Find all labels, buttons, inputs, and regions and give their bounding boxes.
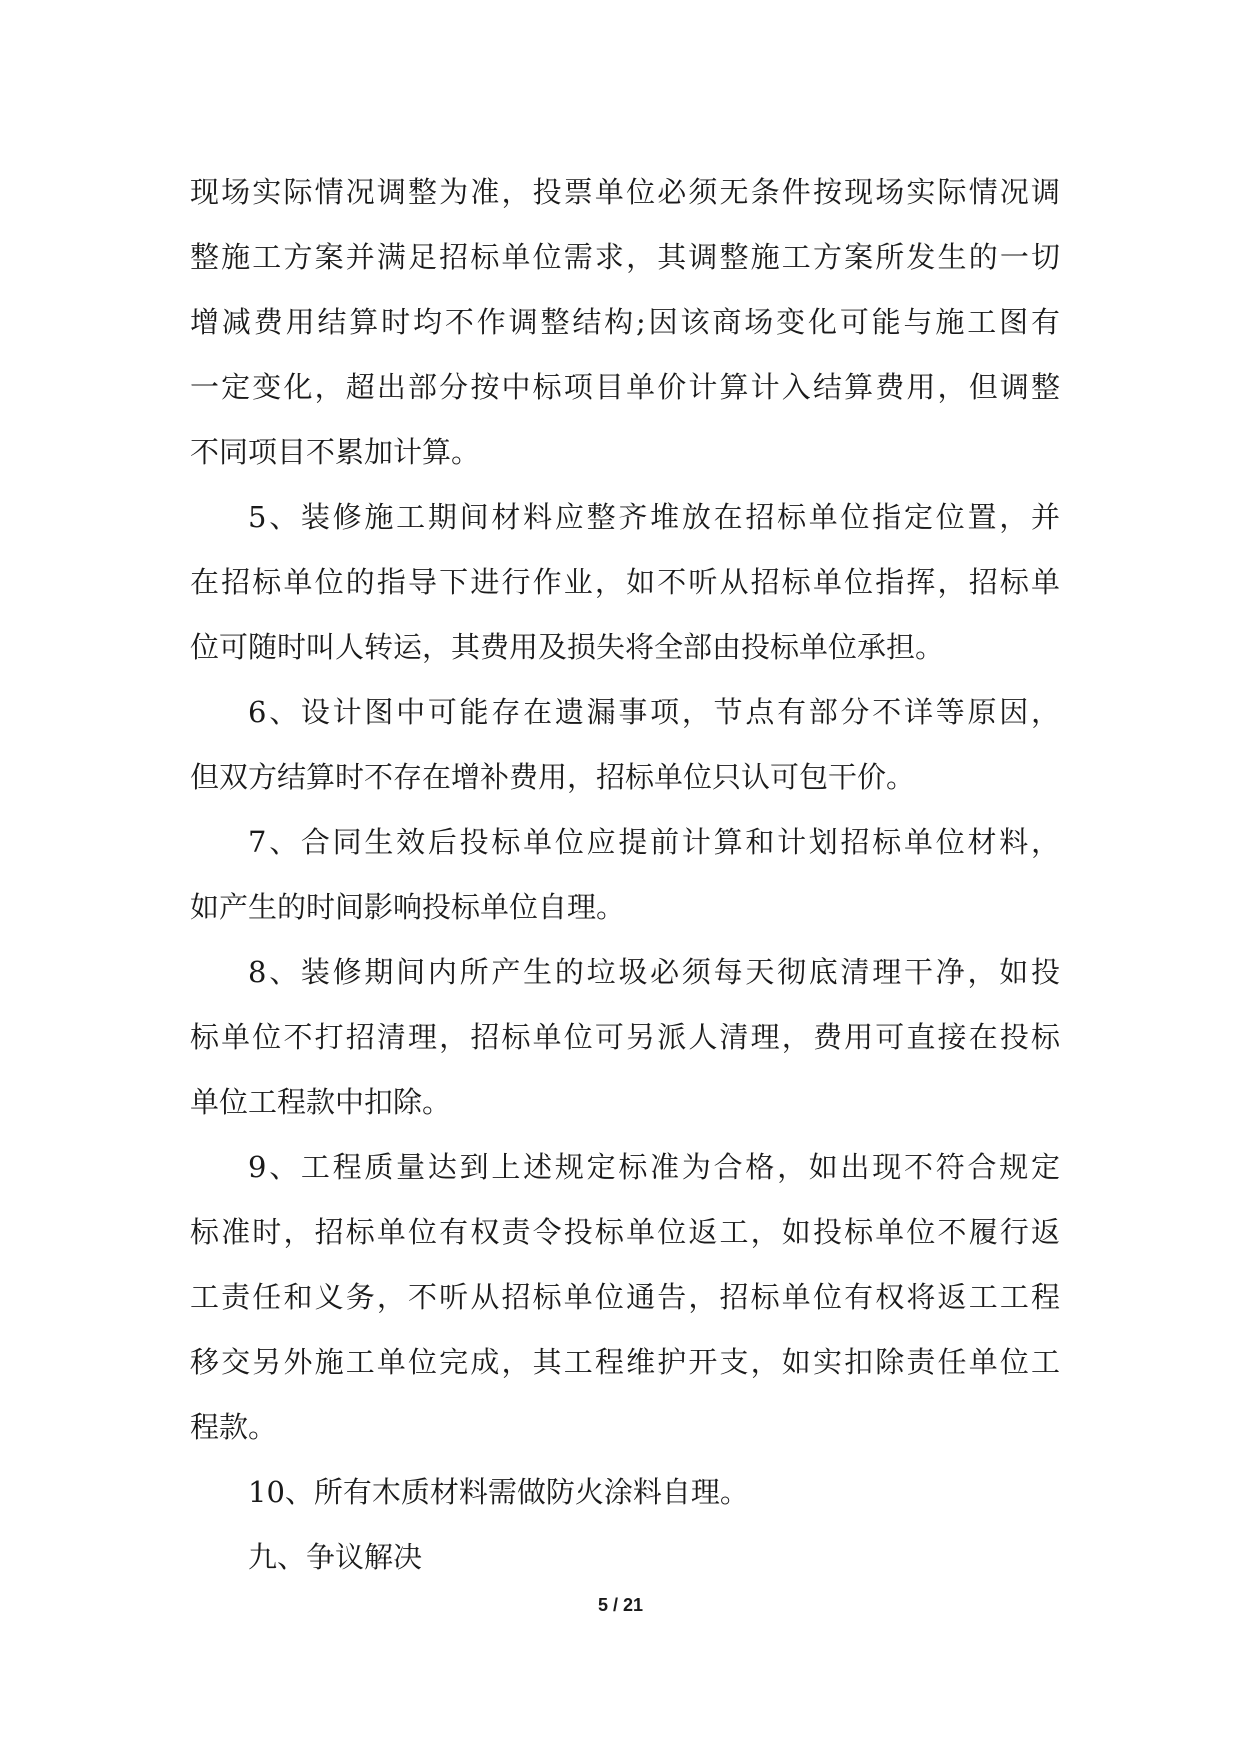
text-line: 在招标单位的指导下进行作业，如不听从招标单位指挥，招标单 [190, 565, 1060, 599]
text-line: 但双方结算时不存在增补费用，招标单位只认可包干价。 [190, 760, 916, 794]
text-line: 7、合同生效后投标单位应提前计算和计划招标单位材料， [248, 825, 1060, 859]
text-line: 如产生的时间影响投标单位自理。 [190, 890, 626, 924]
text-line: 整施工方案并满足招标单位需求，其调整施工方案所发生的一切 [190, 240, 1060, 274]
text-line: 不同项目不累加计算。 [190, 435, 481, 469]
text-line: 一定变化，超出部分按中标项目单价计算计入结算费用，但调整 [190, 370, 1060, 404]
text-line: 标准时，招标单位有权责令投标单位返工，如投标单位不履行返 [190, 1215, 1060, 1249]
text-line: 增减费用结算时均不作调整结构;因该商场变化可能与施工图有 [190, 305, 1060, 339]
text-line: 位可随时叫人转运，其费用及损失将全部由投标单位承担。 [190, 630, 945, 664]
text-line: 工责任和义务，不听从招标单位通告，招标单位有权将返工工程 [190, 1280, 1060, 1314]
text-line: 10、所有木质材料需做防火涂料自理。 [248, 1475, 749, 1509]
text-line: 6、设计图中可能存在遗漏事项，节点有部分不详等原因， [248, 695, 1060, 729]
page-number: 5 / 21 [597, 1595, 644, 1615]
text-line: 8、装修期间内所产生的垃圾必须每天彻底清理干净，如投 [248, 955, 1060, 989]
text-line: 移交另外施工单位完成，其工程维护开支，如实扣除责任单位工 [190, 1345, 1060, 1379]
text-line: 9、工程质量达到上述规定标准为合格，如出现不符合规定 [248, 1150, 1060, 1184]
text-line: 单位工程款中扣除。 [190, 1085, 452, 1119]
text-line: 程款。 [190, 1410, 278, 1444]
text-line: 5、装修施工期间材料应整齐堆放在招标单位指定位置，并 [248, 500, 1060, 534]
text-line: 标单位不打招清理，招标单位可另派人清理，费用可直接在投标 [190, 1020, 1060, 1054]
text-line: 现场实际情况调整为准，投票单位必须无条件按现场实际情况调 [190, 175, 1060, 209]
section-heading: 九、争议解决 [248, 1540, 423, 1574]
